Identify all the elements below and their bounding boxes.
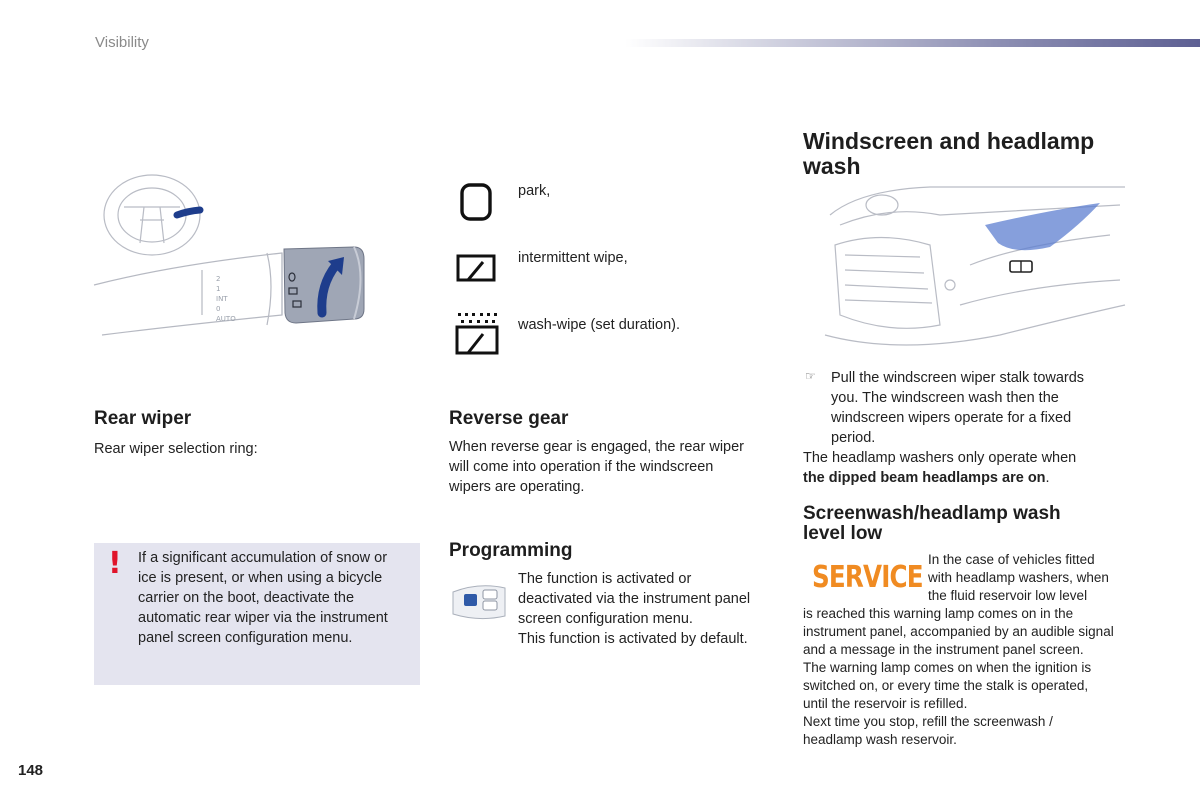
park-icon [456,182,500,222]
intermittent-wipe-icon [455,251,499,285]
car-front-illustration [820,185,1130,360]
body-line: switched on, or every time the stalk is operated, [803,678,1089,693]
programming-text [518,569,750,649]
note-line [803,468,1076,488]
reverse-gear-line: wipers are operating. [449,479,585,495]
programming-heading: Programming [449,540,573,561]
warning-text [138,548,388,648]
body-line: until the reservoir is refilled. [803,696,968,711]
warning-line: ice is present, or when using a bicycle [138,570,383,586]
warning-line: If a significant accumulation of snow or [138,550,388,566]
section-title: Visibility [95,34,149,51]
reverse-gear-line: will come into operation if the windscreen [449,459,714,475]
bullet-icon: ☞ [805,369,816,383]
screenwash-side-text [928,551,1109,605]
body-line: The warning lamp comes on when the ignition is [803,660,1092,675]
bullet-line: windscreen wipers operate for a fixed [831,410,1072,426]
reverse-gear-text [449,437,744,497]
warning-line: carrier on the boot, deactivate the [138,590,355,606]
body-line: and a message in the instrument panel screen. [803,642,1084,657]
side-line: In the case of vehicles fitted [928,552,1095,567]
stalk-label-2: 2 [216,275,221,283]
heading-line: Screenwash/headlamp wash [803,503,1061,524]
body-line: instrument panel, accompanied by an audible signal [803,624,1114,639]
bullet-line: you. The windscreen wash then the [831,390,1059,406]
mode-intermittent-label: intermittent wipe, [518,250,628,266]
warning-icon: ! [108,546,122,581]
programming-line: deactivated via the instrument panel [518,591,751,607]
programming-line: screen configuration menu. [518,611,693,627]
programming-line: This function is activated by default. [518,631,748,647]
warning-line: panel screen configuration menu. [138,630,353,646]
note-end: . [1045,470,1050,486]
windscreen-wash-heading [803,129,1094,179]
screenwash-body-text [803,605,1114,749]
stalk-label-int: INT [216,295,228,303]
stalk-label-auto: AUTO [216,315,236,323]
mode-wash-wipe-label: wash-wipe (set duration). [518,317,680,333]
steering-control-button-icon [449,582,509,622]
body-line: is reached this warning lamp comes on in the [803,606,1074,621]
stalk-label-1: 1 [216,285,221,293]
wiper-stalk-illustration [92,165,372,365]
programming-line: The function is activated or [518,571,692,587]
header-gradient-bar [625,39,1200,47]
side-line: the fluid reservoir low level [928,588,1088,603]
bullet-line: Pull the windscreen wiper stalk towards [831,370,1085,386]
screenwash-level-heading [803,504,1061,544]
reverse-gear-heading: Reverse gear [449,408,569,429]
reverse-gear-line: When reverse gear is engaged, the rear wiper [449,439,744,455]
rear-wiper-intro: Rear wiper selection ring: [94,441,258,457]
wash-wipe-icon [452,310,502,360]
note-emphasis: the dipped beam headlamps are on [803,470,1046,486]
stalk-label-0: 0 [216,305,221,313]
heading-line: level low [803,523,883,544]
note-line: The headlamp washers only operate when [803,450,1077,466]
headlamp-washer-note [803,448,1076,488]
windscreen-wash-bullet-text [831,368,1084,448]
service-warning-lamp: SERVICE [812,560,923,595]
heading-line: wash [803,153,861,179]
bullet-line: period. [831,430,876,446]
mode-park-label: park, [518,183,551,199]
page-number: 148 [18,762,44,779]
side-line: with headlamp washers, when [928,570,1109,585]
body-line: headlamp wash reservoir. [803,732,957,747]
warning-line: automatic rear wiper via the instrument [138,610,388,626]
body-line: Next time you stop, refill the screenwash / [803,714,1053,729]
heading-line: Windscreen and headlamp [803,128,1095,154]
rear-wiper-heading: Rear wiper [94,408,192,429]
